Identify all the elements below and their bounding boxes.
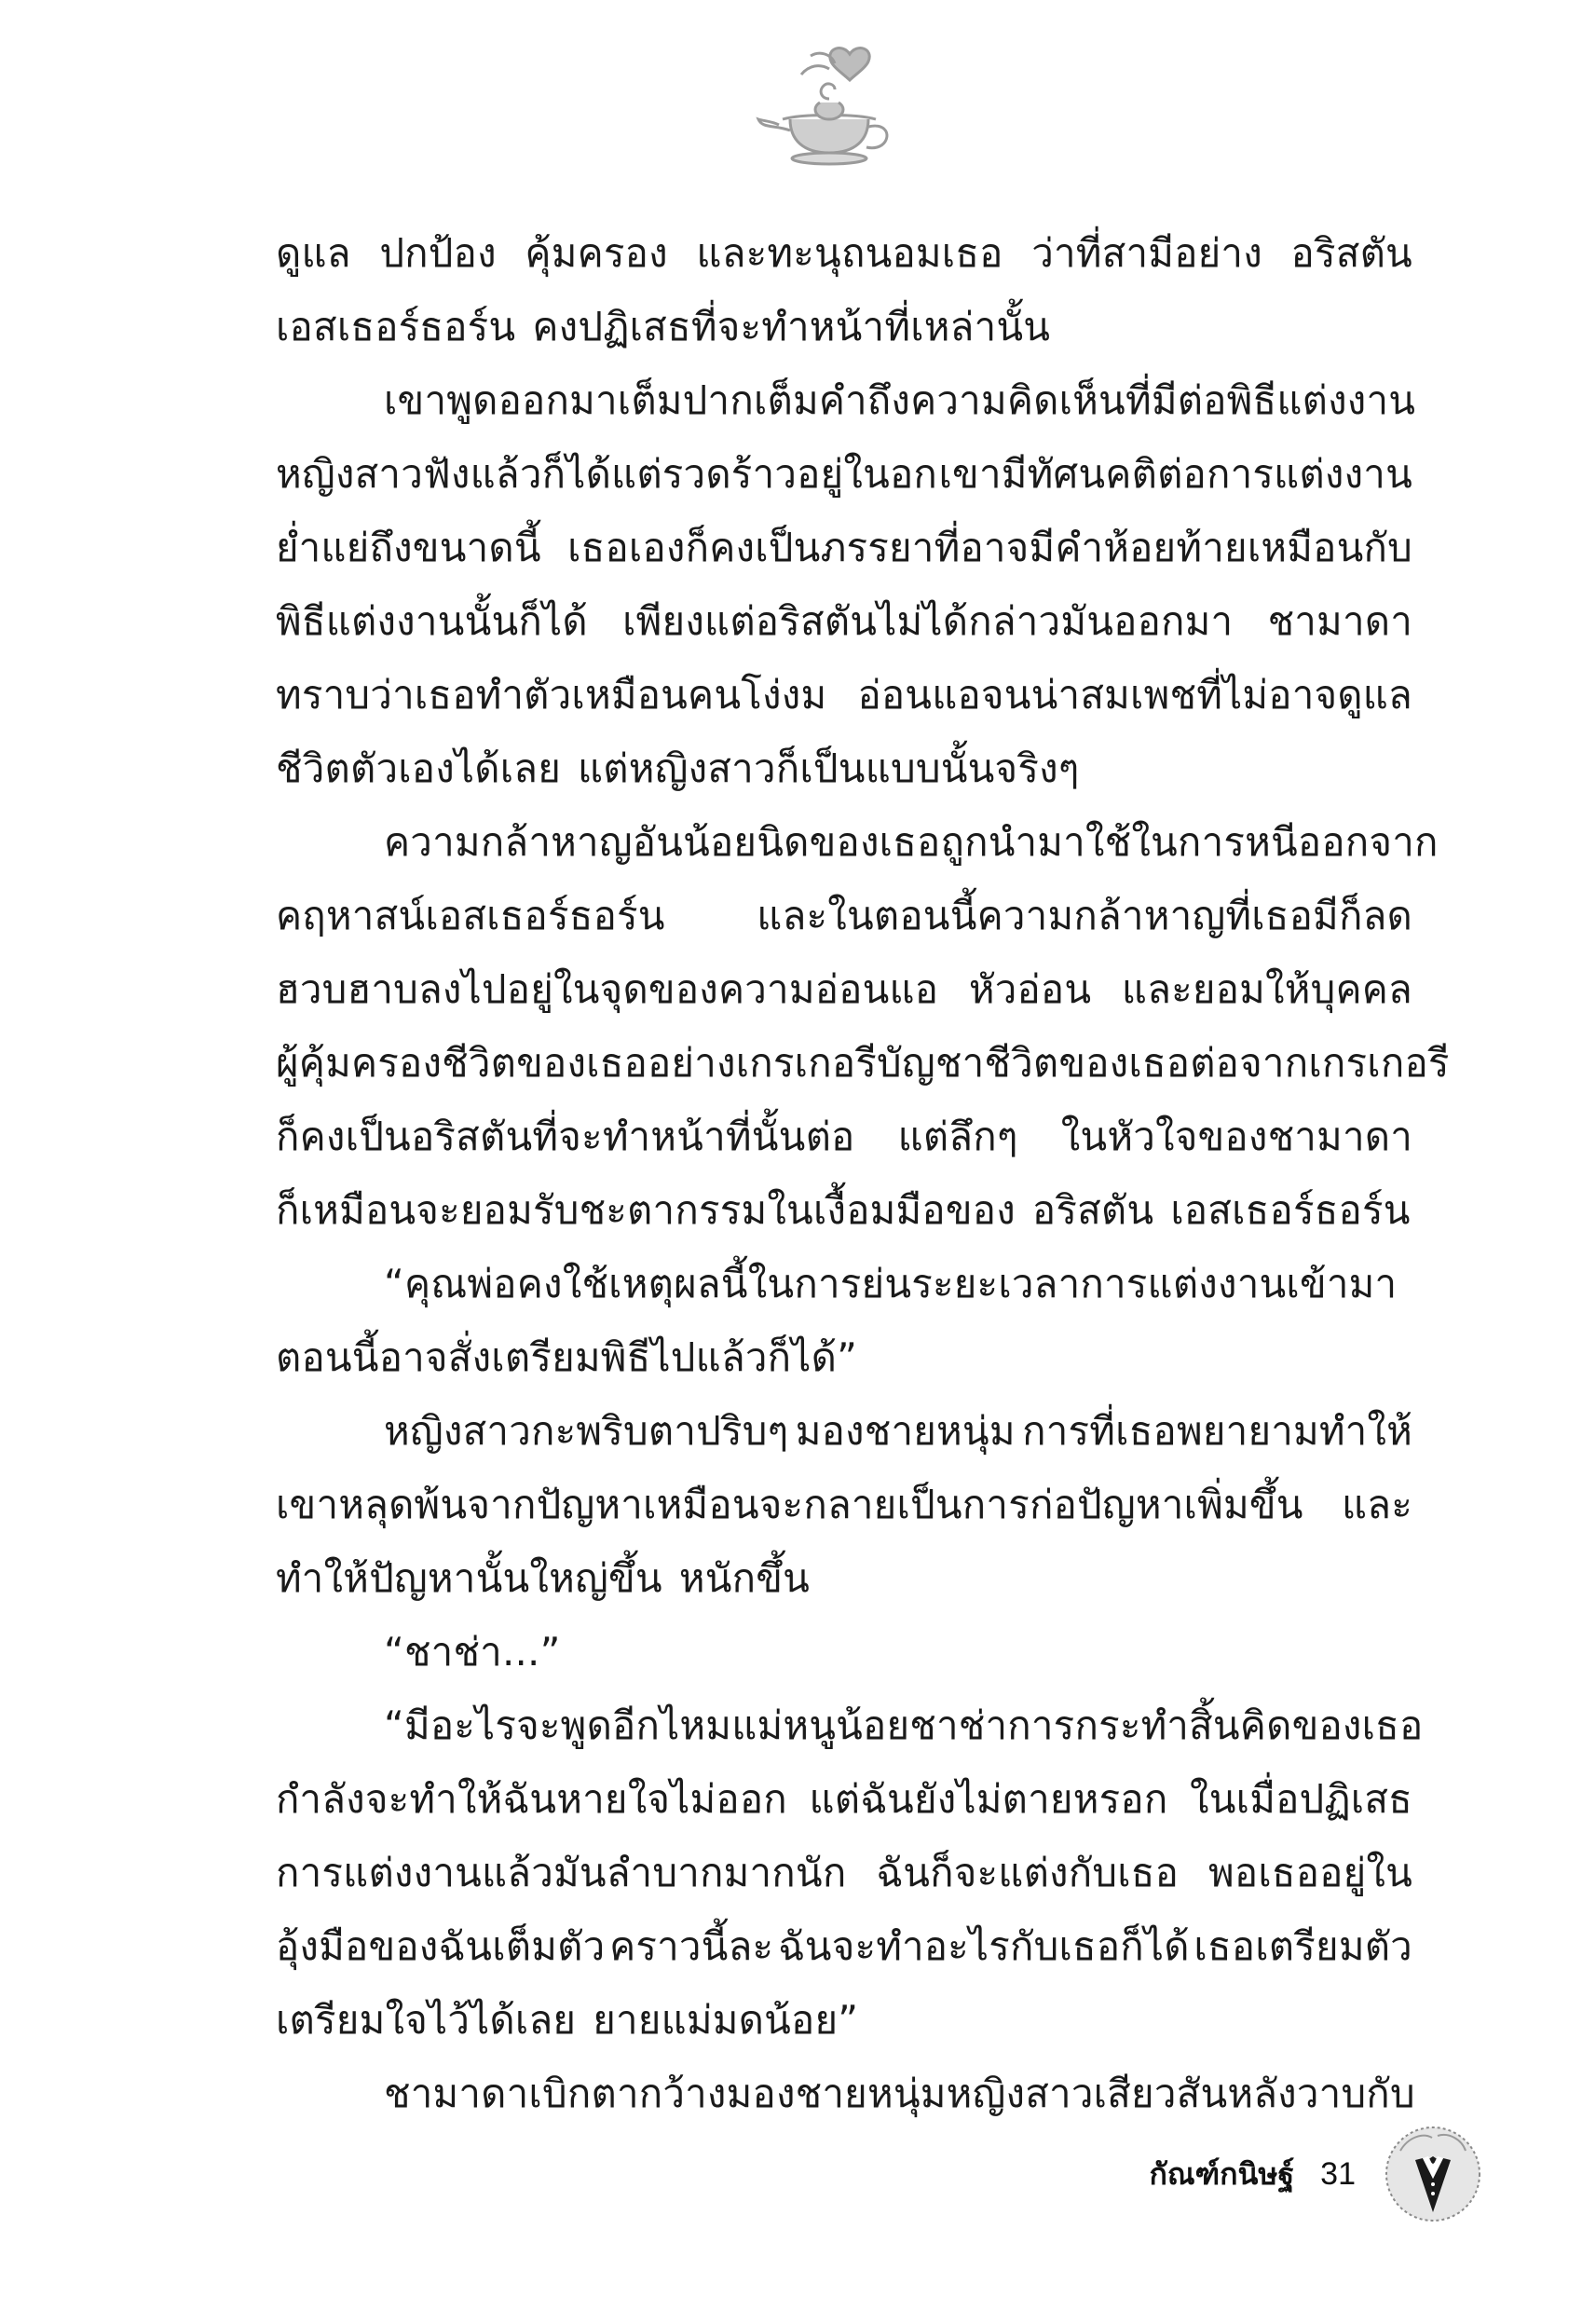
tuxedo-wedding-emblem-icon [1382, 2123, 1484, 2225]
text-line: หญิงสาวกะพริบตาปริบๆ มองชายหนุ่ม การที่เธอพยายามทำให้ [384, 1408, 1412, 1454]
paragraph [276, 1394, 1412, 1615]
text-line: การแต่งงานแล้วมันลำบากมากนัก ฉันก็จะแต่งกับเธอ พอเธออยู่ใน [276, 1850, 1412, 1895]
text-line: ชามาดาเบิกตากว้างมองชายหนุ่ม หญิงสาวเสียวสันหลังวาบกับ [384, 2071, 1415, 2116]
text-line: อุ้งมือของฉันเต็มตัว คราวนี้ละ ฉันจะทำอะไรกับเธอก็ได้ เธอเตรียมตัว [276, 1923, 1412, 1969]
paragraph [276, 216, 1412, 363]
text-line: เตรียมใจไว้ได้เลย ยายแม่มดน้อย” [276, 1997, 859, 2043]
teapot-heart-ornament-icon [745, 37, 913, 177]
book-title: กัณฑ์กนิษฐ์ [1149, 2155, 1295, 2192]
page-footer [1150, 2123, 1484, 2225]
body-text [276, 216, 1450, 2130]
paragraph [276, 805, 1450, 1247]
text-line: เขาหลุดพ้นจากปัญหาเหมือนจะกลายเป็นการก่อปัญหาเพิ่มขึ้น และ [276, 1482, 1412, 1527]
text-line: “คุณพ่อคงใช้เหตุผลนี้ในการย่นระยะเวลาการแต่งงานเข้ามา [384, 1261, 1398, 1306]
text-line: คฤหาสน์เอสเธอร์ธอร์น และในตอนนี้ความกล้าหาญที่เธอมีก็ลด [276, 893, 1412, 938]
text-line: “มีอะไรจะพูดอีกไหม แม่หนูน้อยชาช่า การกระทำสิ้นคิดของเธอ [384, 1702, 1424, 1748]
paragraph [276, 363, 1416, 805]
text-line: ความกล้าหาญอันน้อยนิดของเธอถูกนำมาใช้ในการหนีออกจาก [384, 819, 1439, 865]
page-number: 31 [1320, 2155, 1356, 2192]
text-line: ผู้คุ้มครองชีวิตของเธออย่างเกรเกอรีบัญชาชีวิตของเธอ ต่อจากเกรเกอรี [276, 1040, 1450, 1086]
text-line: ทราบว่าเธอทำตัวเหมือนคนโง่งม อ่อนแอจนน่าสมเพชที่ไม่อาจดูแล [276, 672, 1412, 718]
paragraph [276, 1689, 1424, 2057]
paragraph [276, 1247, 1412, 1394]
text-line: ย่ำแย่ถึงขนาดนี้ เธอเองก็คงเป็นภรรยาที่อาจมีคำห้อยท้ายเหมือนกับ [276, 525, 1412, 570]
text-line: ชีวิตตัวเองได้เลย แต่หญิงสาวก็เป็นแบบนั้นจริงๆ [276, 745, 1080, 791]
paragraph [276, 2057, 1415, 2130]
text-line: ทำให้ปัญหานั้นใหญ่ขึ้น หนักขึ้น [276, 1555, 811, 1601]
text-line: เขาพูดออกมาเต็มปากเต็มคำถึงความคิดเห็นที่มีต่อพิธีแต่งงาน [384, 377, 1416, 423]
text-line: ฮวบฮาบลงไปอยู่ในจุดของความอ่อนแอ หัวอ่อน และยอมให้บุคคล [276, 966, 1412, 1012]
text-line: “ชาช่า...” [384, 1629, 561, 1675]
text-line: กำลังจะทำให้ฉันหายใจไม่ออก แต่ฉันยังไม่ตายหรอก ในเมื่อปฏิเสธ [276, 1776, 1412, 1822]
text-line: ก็คงเป็นอริสตันที่จะทำหน้าที่นั้นต่อ แต่ลึกๆ ในหัวใจของชามาดา [276, 1114, 1412, 1159]
text-line: เอสเธอร์ธอร์น คงปฏิเสธที่จะทำหน้าที่เหล่านั้น [276, 304, 1051, 349]
text-line: หญิงสาวฟังแล้วก็ได้แต่รวดร้าวอยู่ในอก เขามีทัศนคติต่อการแต่งงาน [276, 451, 1412, 497]
text-line: ตอนนี้อาจสั่งเตรียมพิธีไปแล้วก็ได้” [276, 1334, 858, 1380]
text-line: ก็เหมือนจะยอมรับชะตากรรมในเงื้อมมือของ อริสตัน เอสเธอร์ธอร์น [276, 1187, 1411, 1233]
text-line: พิธีแต่งงานนั้นก็ได้ เพียงแต่อริสตันไม่ได้กล่าวมันออกมา ชามาดา [276, 598, 1412, 644]
paragraph [276, 1615, 1412, 1689]
text-line: ดูแล ปกป้อง คุ้มครอง และทะนุถนอมเธอ ว่าที่สามีอย่าง อริสตัน [276, 230, 1412, 276]
